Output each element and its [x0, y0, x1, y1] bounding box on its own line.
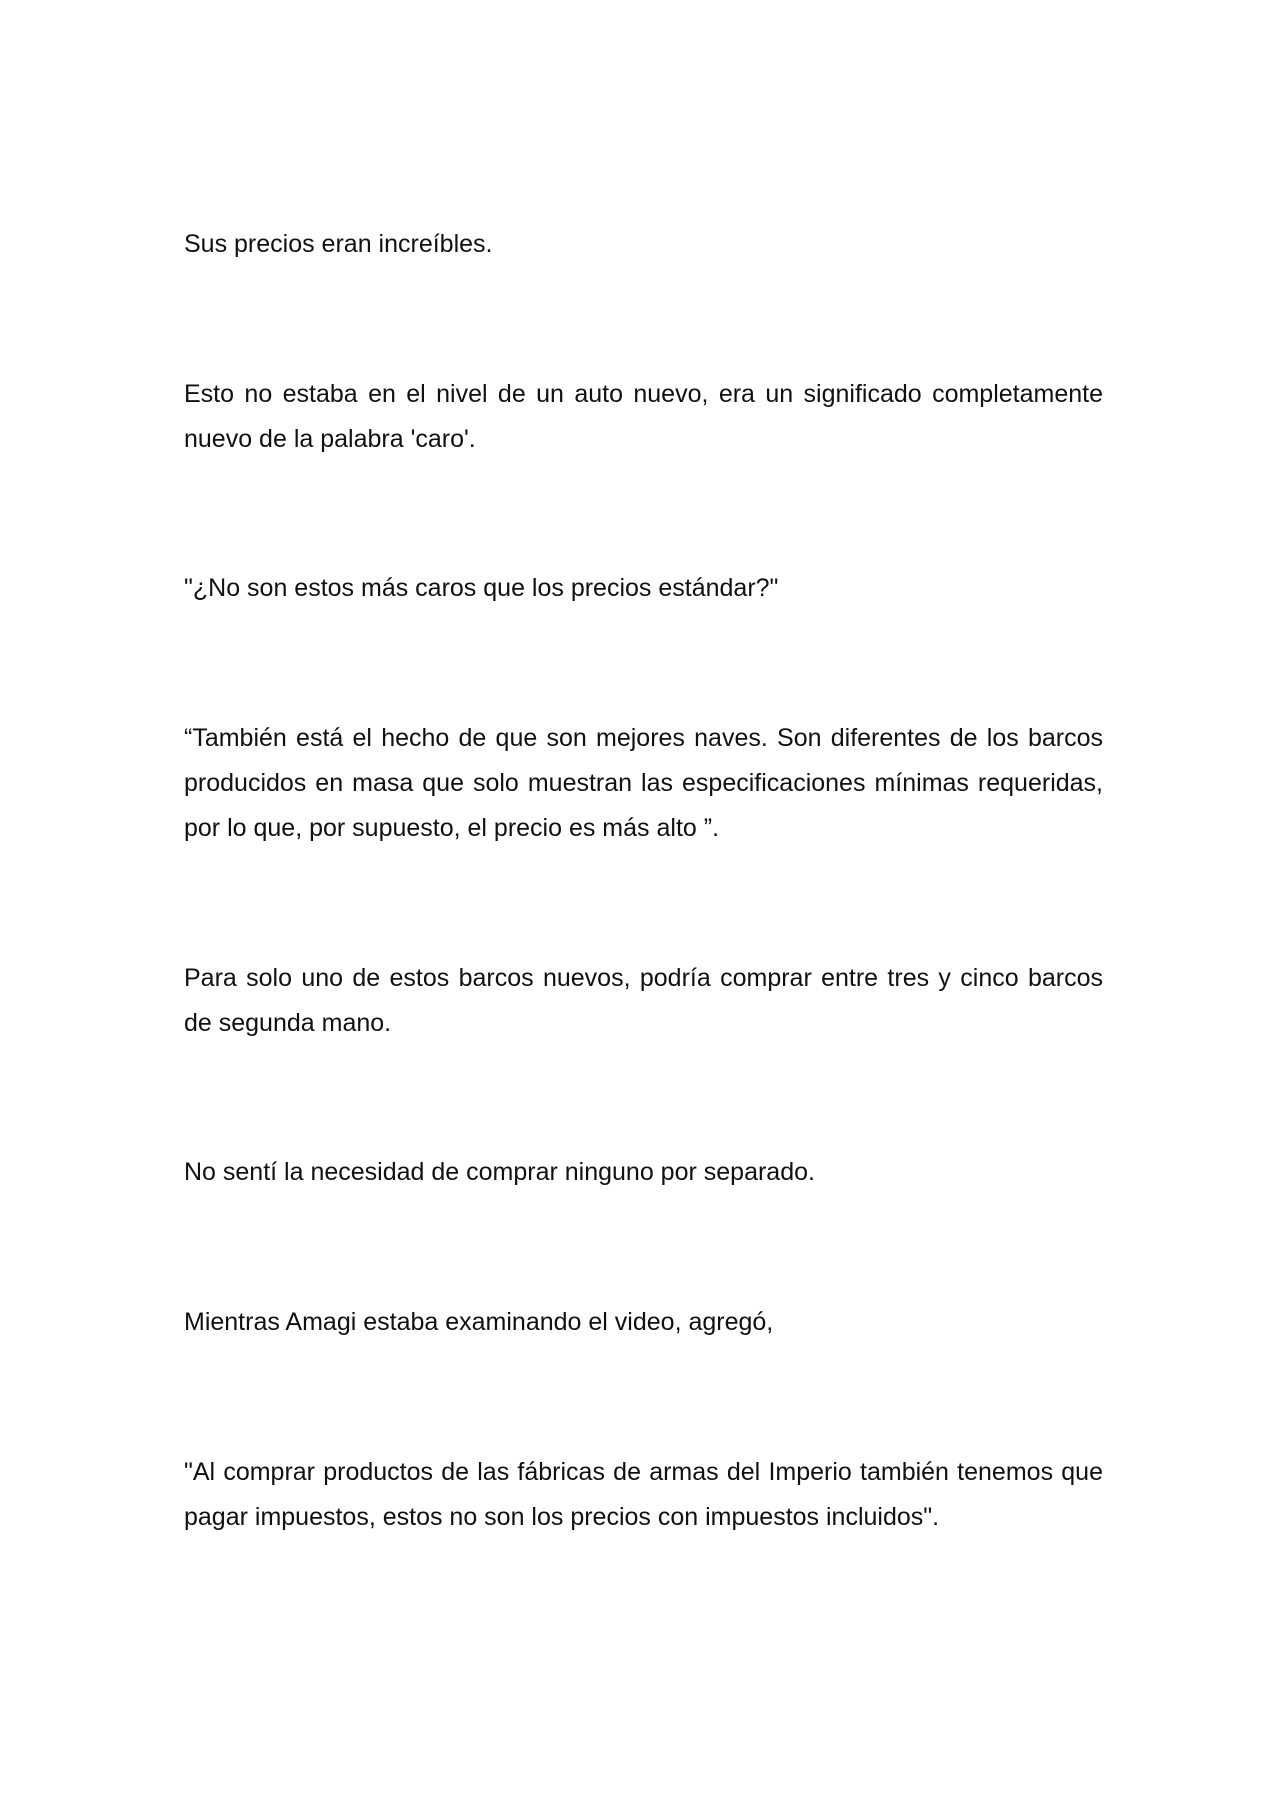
paragraph: Sus precios eran increíbles.: [184, 230, 493, 258]
paragraph: "Al comprar productos de las fábricas de armas del Imperio también tenemos que pagar impuestos, estos no son los precios con impuestos incluidos".: [184, 1458, 1103, 1531]
paragraph: Para solo uno de estos barcos nuevos, podría comprar entre tres y cinco barcos de segunda mano.: [184, 964, 1103, 1037]
paragraph: Mientras Amagi estaba examinando el video, agregó,: [184, 1308, 774, 1336]
paragraph: No sentí la necesidad de comprar ninguno por separado.: [184, 1158, 815, 1186]
paragraph: "¿No son estos más caros que los precios estándar?": [184, 574, 779, 602]
paragraph: Esto no estaba en el nivel de un auto nuevo, era un significado completamente nuevo de la palabra 'caro'.: [184, 380, 1103, 453]
paragraph: “También está el hecho de que son mejores naves. Son diferentes de los barcos producidos en masa que solo muestran las especificaciones mínimas requeridas, por lo que, por supuesto, el precio es más alto ”.: [184, 724, 1103, 842]
